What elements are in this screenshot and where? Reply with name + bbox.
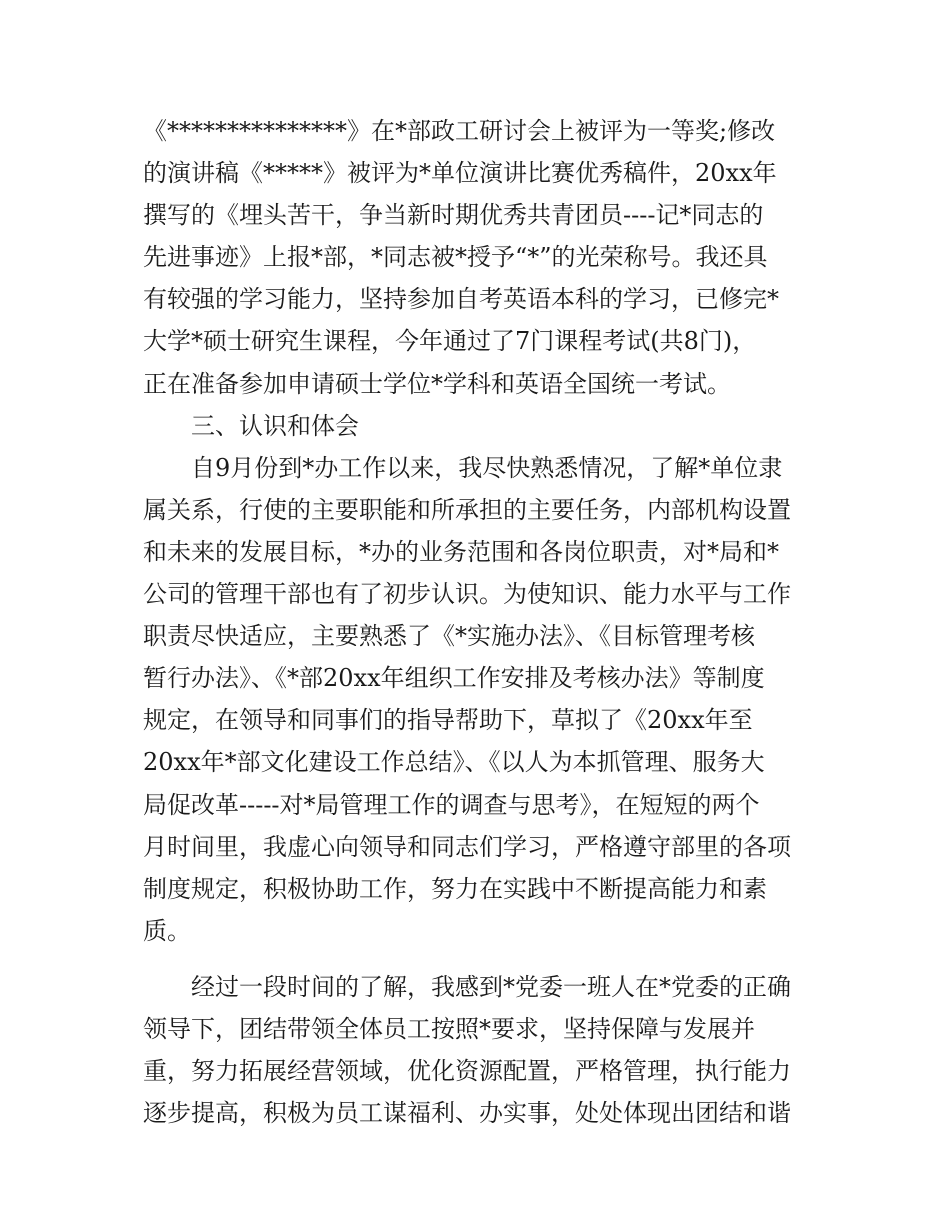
- text-line: 月时间里，我虚心向领导和同志们学习，严格遵守部里的各项: [143, 832, 791, 861]
- text-line: 经过一段时间的了解，我感到*党委一班人在*党委的正确: [191, 972, 791, 1001]
- paragraph-gap: [143, 952, 823, 966]
- text-line: 逐步提高，积极为员工谋福利、办实事，处处体现出团结和谐: [143, 1099, 791, 1128]
- document-body: [143, 110, 823, 1134]
- text-line: 大学*硕士研究生课程，今年通过了7门课程考试(共8门)，: [143, 327, 757, 356]
- text-line: 有较强的学习能力，坚持参加自考英语本科的学习，已修完*: [143, 285, 779, 314]
- text-line: 制度规定，积极协助工作，努力在实践中不断提高能力和素: [143, 874, 767, 903]
- text-line: 领导下，团结带领全体员工按照*要求，坚持保障与发展并: [143, 1014, 755, 1043]
- text-line: 质。: [143, 916, 191, 945]
- text-line: 的演讲稿《*****》被评为*单位演讲比赛优秀稿件，20xx年: [143, 159, 777, 188]
- text-line: 正在准备参加申请硕士学位*学科和英语全国统一考试。: [143, 369, 731, 398]
- section-heading: 三、认识和体会: [191, 411, 359, 440]
- text-line: 规定，在领导和同事们的指导帮助下，草拟了《20xx年至: [143, 706, 753, 735]
- text-line: 先进事迹》上报*部，*同志被*授予“*”的光荣称号。我还具: [143, 243, 768, 272]
- text-line: 属关系，行使的主要职能和所承担的主要任务，内部机构设置: [143, 495, 791, 524]
- text-line: 《***************》在*部政工研讨会上被评为一等奖;修改: [143, 117, 776, 145]
- text-line: 重，努力拓展经营领域，优化资源配置，严格管理，执行能力: [143, 1057, 791, 1086]
- text-line: 和未来的发展目标，*办的业务范围和各岗位职责，对*局和*: [143, 537, 779, 566]
- text-line: 20xx年*部文化建设工作总结》、《以人为本抓管理、服务大: [143, 748, 765, 777]
- text-line: 撰写的《埋头苦干，争当新时期优秀共青团员----记*同志的: [143, 201, 764, 230]
- text-line: 局促改革-----对*局管理工作的调查与思考》，在短短的两个: [143, 790, 760, 819]
- text-line: 自9月份到*办工作以来，我尽快熟悉情况，了解*单位隶: [191, 453, 783, 482]
- text-line: 公司的管理干部也有了初步认识。为使知识、能力水平与工作: [143, 580, 791, 609]
- text-line: 职责尽快适应，主要熟悉了《*实施办法》、《目标管理考核: [143, 622, 755, 651]
- text-line: 暂行办法》、《*部20xx年组织工作安排及考核办法》等制度: [143, 664, 765, 693]
